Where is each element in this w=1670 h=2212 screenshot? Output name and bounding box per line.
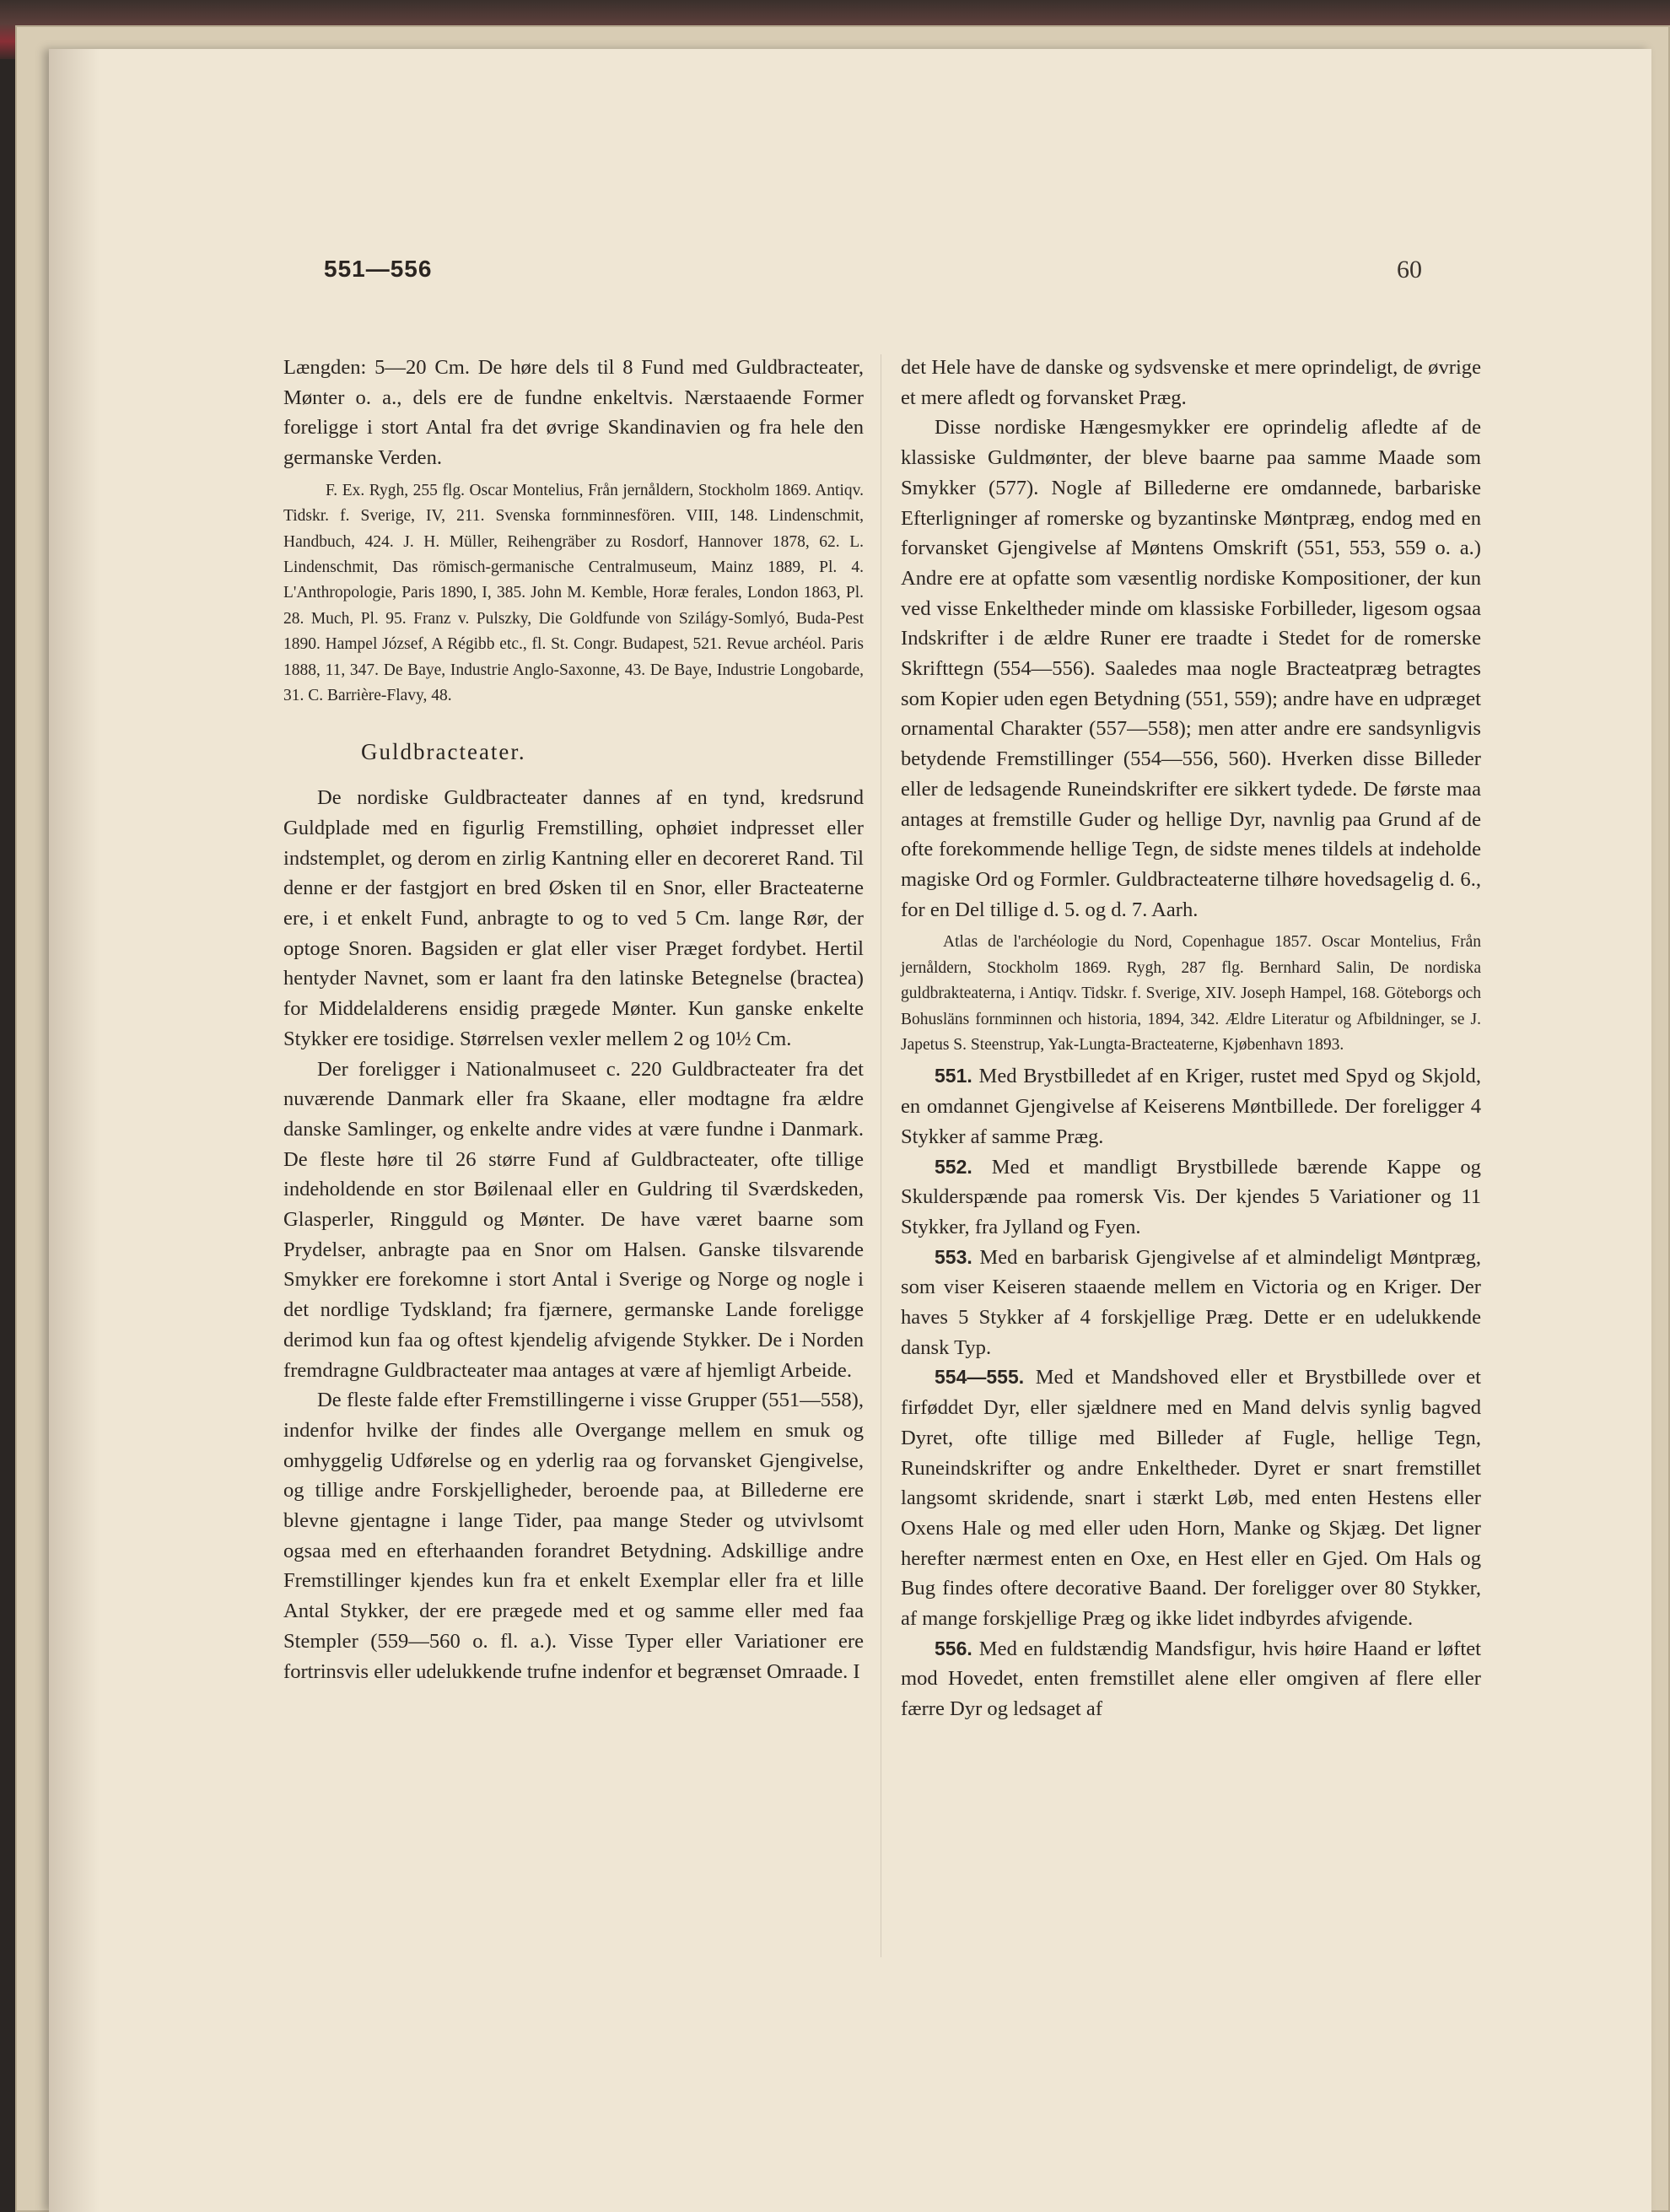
entry-552: [901, 1152, 1481, 1243]
book-page: [49, 49, 1651, 2212]
page-number: 60: [1397, 256, 1422, 283]
references: F. Ex. Rygh, 255 flg. Oscar Montelius, Från jernåldern, Stockholm 1869. Antiqv. Tidskr. f. Sverige, IV, 211. Svenska fornminnesfören. VIII, 148. Lindenschmit, Handbuch, 424. J. H. Müller, Reihengräber zu Rosdorf, Hannover 1878, 62. L. Lindenschmit, Das römisch-germanische Centralmuseum, Mainz 1889, Pl. 4. L'Anthropologie, Paris 1890, I, 385. John M. Kemble, Horæ ferales, London 1863, Pl. 28. Much, Pl. 95. Franz v. Pulszky, Die Goldfunde von Szilágy-Somlyó, Buda-Pest 1890. Hampel József, A Régibb etc., fl. St. Congr. Budapest, 521. Revue archéol. Paris 1888, 11, 347. De Baye, Industrie Anglo-Saxonne, 43. De Baye, Industrie Longobarde, 31. C. Barrière-Flavy, 48.: [283, 481, 864, 705]
entry-number: 552.: [935, 1155, 972, 1178]
entry-text: Med Brystbilledet af en Kriger, rustet med Spyd og Skjold, en omdannet Gjengivelse af Keiserens Møntbillede. Der foreligger 4 Stykker af samme Præg.: [901, 1065, 1481, 1148]
paragraph: De fleste falde efter Fremstillingerne i visse Grupper (551—558), indenfor hvilke der findes alle Overgange mellem en smuk og omhyggelig Udførelse og en yderlig raa og forvansket Gjengivelse, og tillige andre Forskjelligheder, beroende paa, at Billederne ere blevne gjentagne i lange Tider, paa mange Steder og utvivlsomt ogsaa med en efterhaanden forandret Betydning. Adskillige andre Fremstillinger kjendes kun fra et enkelt Exemplar eller fra et lille Antal Stykker, der ere prægede med et og samme eller med faa Stempler (559—560 o. fl. a.). Visse Typer eller Variationer ere fortrinsvis eller udelukkende trufne indenfor et begrænset Omraade. I: [283, 1389, 864, 1683]
entry-number: 554—555.: [935, 1366, 1025, 1389]
references: Atlas de l'archéologie du Nord, Copenhague 1857. Oscar Montelius, Från jernåldern, Stockholm 1869. Rygh, 287 flg. Bernhard Salin, De nordiska guldbrakteaterna, i Antiqv. Tidskr. f. Sverige, XIV. Joseph Hampel, 168. Göteborgs och Bohusläns fornminnen och historia, 1894, 342. Ældre Literatur og Afbildninger, se J. Japetus S. Steenstrup, Yak-Lungta-Bracteaterne, Kjøbenhavn 1893.: [901, 933, 1481, 1054]
paragraph: Længden: 5—20 Cm. De høre dels til 8 Fund med Guldbracteater, Mønter o. a., dels ere de fundne enkeltvis. Nærstaaende Former foreligge i stort Antal fra det øvrige Skandinavien og fra hele den germanske Verden.: [283, 356, 864, 470]
entry-number: 556.: [935, 1637, 972, 1659]
entry-number: 551.: [935, 1065, 972, 1087]
entry-556: [901, 1634, 1481, 1724]
entry-text: Med et Mandshoved eller et Brystbillede over et firføddet Dyr, eller sjældnere med en Mand delvis synlig bagved Dyret, ofte tillige med Billeder af Fugle, hellige Tegn, Runeindskrifter og andre Enkeltheder. Dyret er snart fremstillet langsomt skridende, snart i stærkt Løb, med enten Hestens eller Oxens Hale og med eller uden Horn, Manke og Skjæg. Det ligner herefter nærmest enten en Oxe, en Hest eller en Gjed. Om Hals og Bug findes oftere decorative Baand. Der foreligger over 80 Stykker, af mange forskjellige Præg og ikke lidet indbyrdes afvigende.: [901, 1366, 1481, 1631]
entry-553: [901, 1243, 1481, 1363]
section-heading: Guldbracteater.: [361, 739, 526, 765]
entry-text: Med en fuldstændig Mandsfigur, hvis høire Haand er løftet mod Hovedet, enten fremstillet alene eller omgiven af flere eller færre Dyr og ledsaget af: [901, 1637, 1481, 1721]
page-header-range: 551—556: [324, 256, 433, 282]
right-column: [901, 353, 1481, 1724]
paragraph: Der foreligger i Nationalmuseet c. 220 Guldbracteater fra det nuværende Danmark eller fra Skaane, eller modtagne fra ældre danske Samlinger, og enkelte andre vides at være fundne i Danmark. De fleste høre til 26 større Fund af Guldbracteater, ofte tillige indeholdende en stor Bøilenaal eller en Guldring til Sværdskeden, Glasperler, Ringguld og Mønter. De have været baarne som Prydelser, anbragte paa en Snor om Halsen. Ganske tilsvarende Smykker ere forekomne i stort Antal i Sverige og Norge og nogle i det nordlige Tydskland; fra fjærnere, germanske Lande foreligge derimod kun faa og oftest kjendelig afvigende Stykker. De i Norden fremdragne Guldbracteater maa antages at være af hjemligt Arbeide.: [283, 1057, 864, 1382]
entry-number: 553.: [935, 1245, 972, 1268]
entry-554-555: [901, 1362, 1481, 1633]
entry-551: [901, 1061, 1481, 1152]
entry-text: Med et mandligt Brystbillede bærende Kappe og Skulderspænde paa romersk Vis. Der kjendes 5 Variationer og 11 Stykker, fra Jylland og Fyen.: [901, 1155, 1481, 1238]
paragraph: De nordiske Guldbracteater dannes af en tynd, kredsrund Guldplade med en figurlig Fremstilling, ophøiet indpresset eller indstemplet, og derom en zirlig Kantning eller en decoreret Rand. Til denne er der fastgjort en bred Øsken til en Snor, eller Bracteaterne ere, i et enkelt Fund, anbragte to og to ved 5 Cm. lange Rør, der optoge Snoren. Bagsiden er glat eller viser Præget fordybet. Hertil hentyder Navnet, som er laant fra den latinske Betegnelse (bractea) for Middelalderens ensidig prægede Mønter. Kun ganske enkelte Stykker ere tosidige. Størrelsen vexler mellem 2 og 10½ Cm.: [283, 786, 864, 1050]
entry-text: Med en barbarisk Gjengivelse af et almindeligt Møntpræg, som viser Keiseren staaende mellem en Victoria og en Kriger. Der haves 5 Stykker af 4 forskjellige Præg. Dette er en udelukkende dansk Typ.: [901, 1245, 1481, 1359]
paragraph: Disse nordiske Hængesmykker ere oprindelig afledte af de klassiske Guldmønter, der bleve baarne paa samme Maade som Smykker (577). Nogle af Billederne ere omdannede, barbariske Efterligninger af romerske og byzantinske Møntpræg, endog med en forvansket Gjengivelse af Møntens Omskrift (551, 553, 559 o. a.) Andre ere at opfatte som væsentlig nordiske Kompositioner, der kun ved visse Enkeltheder minde om klassiske Forbilleder, ligesom ogsaa Indskrifter i de ældre Runer ere traadte i Stedet for de romerske Skrifttegn (554—556). Saaledes maa nogle Bracteatpræg betragtes som Kopier uden egen Betydning (551, 559); andre have en udpræget ornamental Charakter (557—558); men atter andre ere sandsynligvis betydende Fremstillinger (554—556, 560). Hverken disse Billeder eller de ledsagende Runeindskrifter ere sikkert tydede. De første maa antages at fremstille Guder og hellige Dyr, navnlig paa Grund af de ofte forekommende hellige Tegn, de sidste menes tildels at indeholde magiske Ord og Formler. Guldbracteaterne tilhøre hovedsagelig d. 6., for en Del tillige d. 5. og d. 7. Aarh.: [901, 416, 1481, 921]
paragraph: det Hele have de danske og sydsvenske et mere oprindeligt, de øvrige et mere afledt og forvansket Præg.: [901, 356, 1481, 409]
left-column: [283, 353, 864, 1686]
